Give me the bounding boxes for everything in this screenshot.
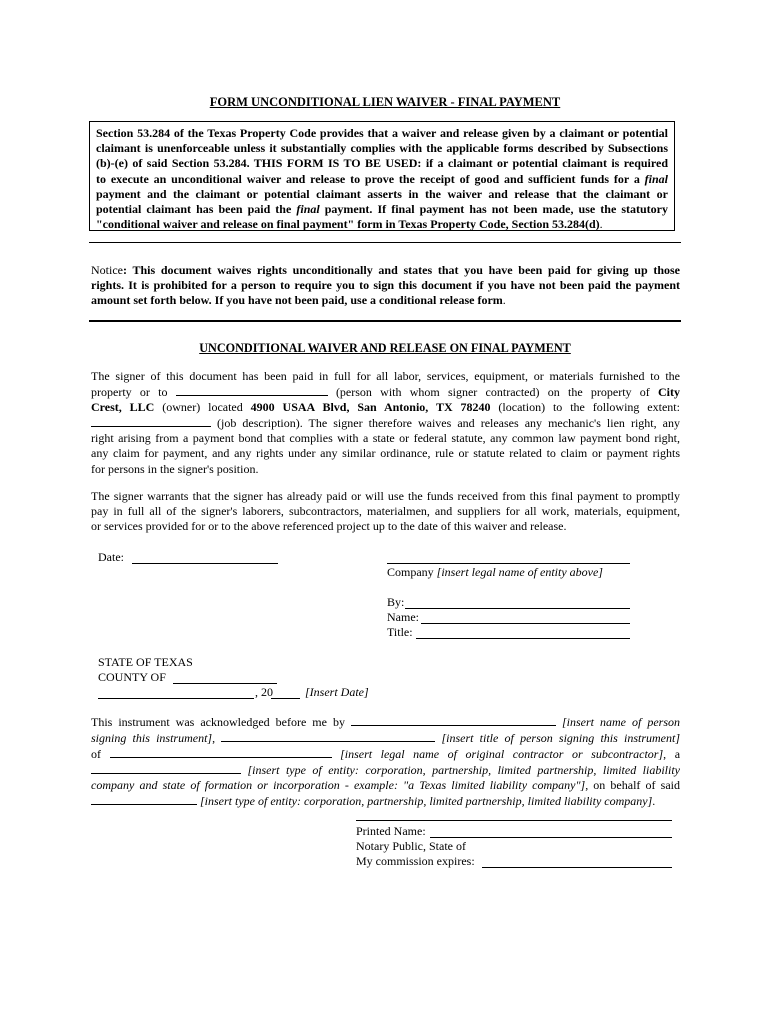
contractor-name-blank[interactable]	[110, 746, 332, 758]
p2-line-2: pay in full all of the signer's laborers, subcontractors, materialmen, and suppliers for all work, materials, equipment,	[91, 504, 680, 519]
box-line-4-final: final	[644, 171, 668, 186]
statutory-notice-box	[89, 121, 675, 231]
ack-line-5	[91, 778, 680, 793]
p1-line-6: any claim for payment, and any rights under any similar ordinance, rule or statute related to claim or payment rights	[91, 446, 680, 461]
signer-title-blank[interactable]	[221, 730, 435, 742]
contracted-person-blank[interactable]	[176, 384, 328, 396]
p1-line-4-text: (job description). The signer therefore waives and releases any mechanic's lien right, any	[211, 416, 680, 431]
name-line[interactable]	[421, 623, 630, 624]
ack-line-2-hint-a: signing this instrument]	[91, 731, 213, 746]
notary-public-label: Notary Public, State of	[356, 839, 466, 853]
notice-line-2: rights. It is prohibited for a person to require you to sign this document if you have not been paid the payment	[91, 277, 680, 292]
printed-name-line[interactable]	[430, 837, 672, 838]
box-line-7-text: "conditional waiver and release on final payment" form in Texas Property Code, Section 53.284(d)	[96, 217, 600, 232]
box-line-6-text-b: payment. If final payment has not been made, use the statutory	[319, 202, 668, 217]
p1-line-3-text-a: (owner) located	[154, 400, 251, 415]
box-line-2: claimant is unenforceable unless it substantially complies with the applicable forms described by Subsections	[96, 141, 668, 156]
date-label: Date:	[98, 550, 124, 564]
ack-line-6	[91, 793, 680, 809]
p1-line-3-text-b: (location) to the following extent:	[490, 400, 680, 415]
ack-line-5-tail: , on behalf of said	[585, 778, 680, 793]
name-label: Name:	[387, 610, 419, 624]
signer-name-blank[interactable]	[351, 714, 556, 726]
title-label: Title:	[387, 625, 413, 639]
ack-line-3-hint: [insert legal name of original contractor or subcontractor]	[340, 747, 664, 762]
state-label: STATE OF TEXAS	[98, 655, 193, 669]
year-prefix: , 20	[255, 685, 273, 699]
box-line-7	[96, 217, 668, 232]
ack-line-4	[91, 762, 680, 778]
divider-1	[89, 242, 681, 243]
county-label: COUNTY OF	[98, 670, 166, 684]
ack-line-3-of: of	[91, 747, 110, 762]
box-line-4-text: to execute an unconditional waiver and release to prove the receipt of good and sufficient funds for a	[96, 171, 645, 186]
box-line-1: Section 53.284 of the Texas Property Code provides that a waiver and release given by a claimant or potential	[96, 126, 668, 140]
p1-line-3	[91, 400, 680, 415]
notice-line-1-text: : This document waives rights unconditionally and states that you have been paid for giving up those	[123, 263, 680, 277]
section-heading: UNCONDITIONAL WAIVER AND RELEASE ON FINAL PAYMENT	[199, 341, 571, 355]
county-line[interactable]	[173, 683, 277, 684]
printed-name-label: Printed Name:	[356, 824, 426, 838]
notice-line-3-text: amount set forth below. If you have not been paid, use a conditional release form	[91, 292, 503, 307]
commission-expires-label: My commission expires:	[356, 854, 475, 868]
insert-date-hint: [Insert Date]	[305, 685, 369, 699]
p1-line-1: The signer of this document has been paid in full for all labor, services, equipment, or materials furnished to the	[91, 369, 680, 383]
notice-label: Notice	[91, 263, 123, 277]
date-line[interactable]	[132, 563, 278, 564]
p1-line-5: right arising from a payment bond that complies with a state or federal statute, any common law payment bond right,	[91, 431, 680, 446]
entity-type-blank[interactable]	[91, 762, 241, 774]
job-description-blank[interactable]	[91, 415, 211, 427]
company-label	[387, 565, 603, 580]
p2-line-1: The signer warrants that the signer has already paid or will use the funds received from this final payment to promptly	[91, 489, 680, 503]
by-label: By:	[387, 595, 405, 609]
p1-line-4	[91, 415, 680, 431]
property-location: 4900 USAA Blvd, San Antonio, TX 78240	[250, 400, 491, 415]
p1-line-7: for persons in the signer's position.	[91, 461, 259, 476]
notary-signature-line[interactable]	[356, 820, 672, 821]
notice-line-3-period: .	[502, 292, 506, 307]
company-line[interactable]	[387, 563, 630, 564]
box-line-6	[96, 202, 668, 217]
p2-line-3: or services provided for or to the above referenced project up to the date of this waiver and release.	[91, 519, 567, 534]
ack-line-1	[91, 714, 680, 730]
p1-line-2	[91, 384, 680, 400]
box-line-6-text-a: potential claimant has been paid the	[96, 202, 297, 217]
box-line-4	[96, 172, 668, 187]
p1-line-2-text-a: property or to	[91, 385, 176, 400]
ack-line-2-hint-b: [insert title of person signing this instrument]	[441, 731, 681, 746]
company-label-hint: [insert legal name of entity above]	[436, 565, 603, 579]
entity-type-blank-2[interactable]	[91, 793, 197, 805]
box-line-3: (b)-(e) of said Section 53.284. THIS FORM IS TO BE USED: if a claimant or potential claimant is required	[96, 156, 668, 171]
title-line[interactable]	[416, 638, 630, 639]
waiver-paragraph-1	[91, 369, 680, 477]
box-line-7-period: .	[599, 217, 603, 232]
owner-name-part-2: Crest, LLC	[91, 400, 155, 415]
by-line[interactable]	[405, 608, 630, 609]
ack-line-3	[91, 746, 680, 762]
year-line[interactable]	[271, 698, 300, 699]
ack-line-6-period: .	[652, 794, 656, 809]
p1-line-2-text-b: (person with whom signer contracted) on the property of	[327, 385, 659, 400]
box-line-6-final: final	[296, 202, 320, 217]
date-day-line[interactable]	[98, 698, 254, 699]
divider-2	[89, 320, 681, 322]
commission-expires-line[interactable]	[482, 867, 672, 868]
ack-line-6-hint: [insert type of entity: corporation, partnership, limited partnership, limited liability company]	[200, 794, 653, 809]
company-label-text: Company	[387, 565, 437, 579]
notice-line-3	[91, 293, 680, 308]
waiver-paragraph-2	[91, 489, 680, 534]
ack-line-3-tail: , a	[663, 747, 681, 762]
notice-line-1	[91, 263, 680, 278]
ack-line-2-comma: ,	[212, 731, 222, 746]
ack-line-1-hint: [insert name of person	[562, 715, 681, 729]
notice-paragraph	[91, 263, 680, 307]
form-title: FORM UNCONDITIONAL LIEN WAIVER - FINAL PAYMENT	[209, 95, 561, 109]
owner-name-part-1: City	[658, 385, 681, 400]
acknowledgment-paragraph	[91, 714, 680, 810]
ack-line-2	[91, 730, 680, 746]
ack-line-4-hint: [insert type of entity: corporation, partnership, limited partnership, limited liability	[247, 763, 680, 778]
ack-line-1-text: This instrument was acknowledged before me by	[91, 715, 351, 729]
box-line-5: payment and the claimant or potential claimant asserts in the waiver and release that the claimant or	[96, 186, 668, 201]
ack-line-5-hint: company and state of formation or incorporation - example: "a Texas limited liability company"]	[91, 778, 586, 793]
